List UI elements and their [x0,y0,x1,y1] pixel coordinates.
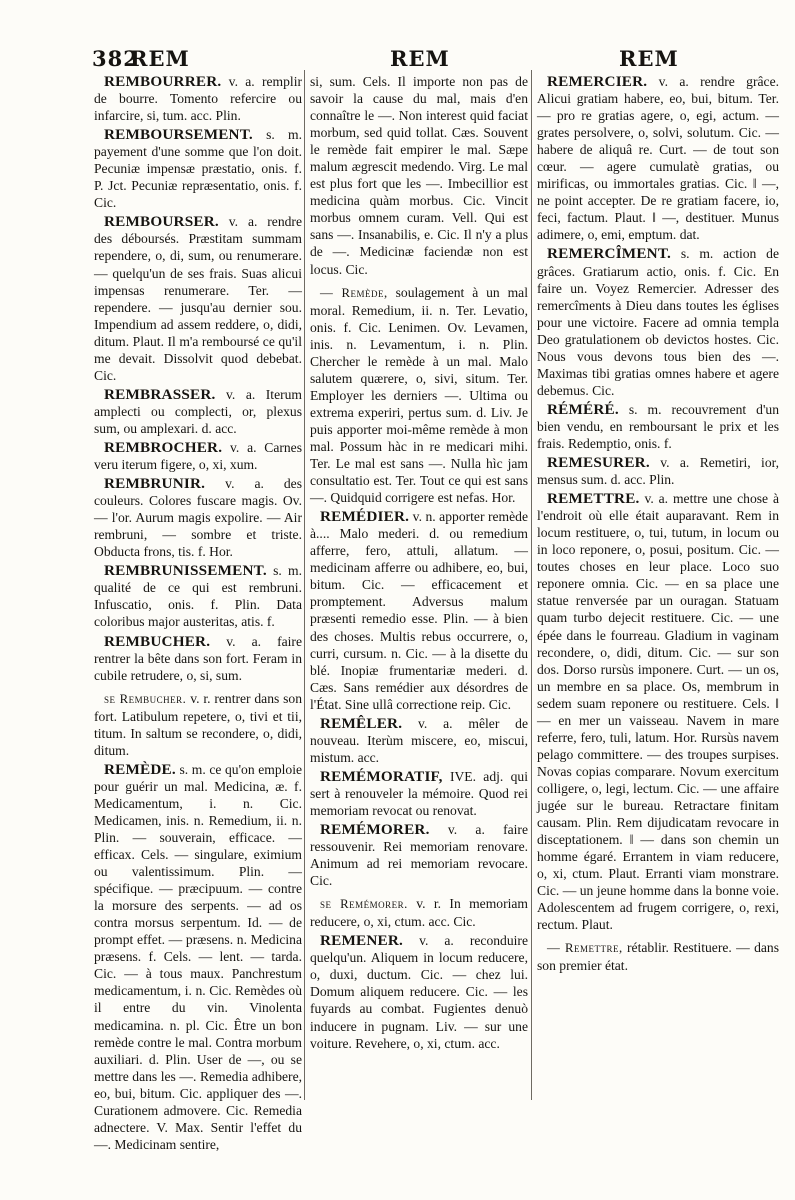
entry-body: v. a. rendre des déboursés. Præstitam summam rependere, o, di, sum, ou renumerare. — quelqu'un de ses frais. Suas alicui impensas renumerare. Ter. — rependere. — jusqu'au dernier sou. Impendium ad assem reddere, o, didi, ditum. Plaut. Il m'a remboursé ce qu'il me devait. Dissolvit quod debebat. Cic. [94,214,302,383]
dictionary-entry [94,73,302,124]
entry-subheading: — Remède, [320,285,388,300]
entry-headword: RÉMÉRÉ. [547,400,619,418]
dictionary-entry [310,768,528,819]
entry-body: v. a. Carnes veru iterum figere, o, xi, xum. [94,439,302,473]
column-center [310,73,528,1052]
entry-headword: REMÊLER. [320,714,403,732]
column-right [537,73,779,974]
entry-body: v. a. mettre une chose à l'endroit où elle était auparavant. Rem in locum restituere, o, tui, tutum, in locum ou in loco reponere, o, posui, positum. Cic. — toutes choses en leur place. Loco suo reponere omnia. Cic. — en sa place une statue renversée par un ouragan. Statuam quam turbo dejecit restituere. Cic. — une épée dans le fourreau. Gladium in vaginam recondere, o, didi, ditum. Cic. — sur son dos. Dorso rursùs imponere. Curt. — un os, un membre en sa place. Os, membrum in sedem suam reponere ou restituere. Cels. ‖ — en mer un vaisseau. Navem in mare referre, fero, tuli, latum. Hor. Rursùs navem pelago committere. — des troupes surpises. Novas copias comparare. Novum exercitum colligere, o, legi, lectum. Cic. — une affaire jugée sur le bureau. Retractare finitam causam. Plin. Rem dijudicatam revocare in disceptationem. ‖ — dans son chemin un homme égaré. Errantem in viam reducere, o, xi, ctum. Plaut. Erranti viam monstrare. Cic. — un jeune homme dans la bonne voie. Adolescentem ad frugem corrigere, o, rexi, rectum. Plaut. [537,491,779,933]
column-left [94,73,302,1153]
entry-body: v. n. apporter remède à.... Malo mederi. d. ou remedium afferre, fero, attuli, allatum. — medicinam afferre ou adhibere, eo, bui, bitum. Cic. — efficacement et promptement. Adversus malum præsenti remedio esse. Plin. — à bien des choses. Multis rebus occurrere, o, curri, cursum. n. Cic. — à la disette du blé. Inopiæ frumentariæ mederi. d. Cæs. Sans remédier aux désordres de l'État. Sine ullâ correctione reip. Cic. [310,509,528,712]
entry-headword: REMÉMORATIF, [320,767,443,785]
entry-headword: REMERCÎMENT. [547,245,672,263]
dictionary-entry [94,126,302,211]
entry-subheading: — Remettre, [547,941,623,956]
dictionary-entry [94,562,302,630]
dictionary-entry [94,761,302,1153]
running-header [92,46,795,76]
entry-headword: REMBRUNISSEMENT. [104,562,267,580]
entry-body: v. a. mêler de nouveau. Iterùm miscere, eo, miscui, mistum. acc. [310,715,528,765]
dictionary-entry [94,386,302,437]
entry-headword: REMBRUNIR. [104,475,206,493]
entry-body: v. a. rendre grâce. Alicui gratiam habere, eo, bui, bitum. Ter. — pro re gratias agere, o, egi, actum. — grates persolvere, o, solvi, solutum. Cic. — habere de aliquâ re. Curt. — de tout son cœur. — agere cumulatè gratias, ou mirificas, ou immortales gratias. Cic. ‖ —, ne point accepter. De re gratiam facere, io, feci, factum. Plaut. ‖ —, destituer. Munus adimere, o, emi, emptum. dat. [537,74,779,243]
entry-headword: REMÉDIER. [320,508,410,526]
entry-body: v. a. des couleurs. Colores fuscare magis. Ov. — l'or. Aurum magis expolire. — Air rembruni, — sombre et triste. Obducta frons, tis. f. Hor. [94,476,302,560]
entry-body: s. m. recouvrement d'un bien vendu, en remboursant le prix et les frais. Redemptio, onis. f. [537,401,779,451]
entry-subheading: se Remémorer. [320,897,408,912]
entry-headword: REMBRASSER. [104,385,216,403]
dictionary-entry [537,490,779,933]
dictionary-entry [537,245,779,398]
column-rule [531,70,532,1100]
dictionary-entry [94,633,302,684]
dictionary-entry [310,73,528,278]
entry-body: v. a. Remetiri, ior, mensus sum. d. acc. Plin. [537,455,779,488]
entry-body: v. a. faire rentrer la bête dans son fort. Feram in cubile retrudere, o, si, sum. [94,633,302,683]
column-rule [304,70,305,1100]
entry-body: s. m. action de grâces. Gratiarum actio, onis. f. Cic. En faire un. Voyez Remercier. Adresser des remercîments à Dieu dans toutes les églises pour une victoire. Facere ad omnia templa Deo gratulationem ob devictos hostes. Cic. Nous vous devons tous bien des —. Maximas tibi gratias omnes habere et agere debemus. Cic. [537,246,779,398]
dictionary-entry [94,213,302,383]
entry-body: si, sum. Cels. Il importe non pas de savoir la cause du mal, mais d'en connaître le —. Non interest quid faciat morbum, sed quid tollat. Cæs. Souvent le remède fait empirer le mal. Sæpe malum ægrescit medendo. Virg. Le mal est plus fort que les —. Imbecillior est medicina quàm morbus. Cic. Vincit morbus omnem curam. Vell. Qui est sans —. Insanabilis, e. Cic. Il n'y a plus de —. Medicinæ faciendæ non est locus. Cic. [310,74,528,277]
entry-body: s. m. payement d'une somme que l'on doit. Pecuniæ impensæ præstatio, onis. f. P. Jct. Pecuniæ repræsentatio, onis. f. Cic. [94,127,302,211]
dictionary-entry [94,439,302,473]
header-center-word: REM [390,46,450,71]
entry-body: soulagement à un mal moral. Remedium, ii. n. Ter. Levatio, onis. f. Cic. Lenimen. Ov. Levamen, inis. n. Levamentum, i. n. Plin. Chercher le remède à un mal. Malo salutem quærere, o, sivi, situm. Ter. Employer les derniers —. Ultima ou extrema experiri, pertus sum. d. Liv. Je puis apporter moi-même remède à mon mal. Possum hàc in re medicari mihi. Ter. Le mal est sans —. Nulla hìc jam consultatio est. Ter. Tout ce qui est sans —. Quidquid corrigere est nefas. Hor. [310,284,528,506]
dictionary-entry [537,401,779,452]
dictionary-entry [537,73,779,243]
dictionary-entry [537,454,779,488]
page-number: 382 [92,46,139,71]
entry-headword: REMENER. [320,932,404,950]
entry-body: IVE. adj. qui sert à renouveler la mémoire. Quod rei memoriam revocat ou renovat. [310,768,528,818]
entry-headword: REMERCIER. [547,73,648,90]
entry-body: rétablir. Restituere. — dans son premier état. [537,940,779,974]
dictionary-entry [310,715,528,766]
entry-body: v. a. faire ressouvenir. Rei memoriam renovare. Animum ad rei memoriam revocare. Cic. [310,822,528,889]
dictionary-entry [310,932,528,1051]
entry-body: s. m. qualité de ce qui est rembruni. Infuscatio, onis. f. Plin. Data coloribus major austeritas, atis. f. [94,563,302,630]
entry-headword: REMESURER. [547,454,650,472]
dictionary-entry [310,284,528,507]
dictionary-entry [94,475,302,560]
entry-headword: REMBOURRER. [104,73,222,90]
entry-headword: REMBROCHER. [104,438,223,456]
header-right-word: REM [619,46,679,71]
entry-headword: REMBOURSEMENT. [104,126,253,144]
dictionary-entry [94,690,302,759]
entry-headword: REMÉMORER. [320,821,430,839]
dictionary-entry [310,508,528,713]
entry-subheading: se Rembucher. [104,691,187,706]
entry-body: s. m. ce qu'on emploie pour guérir un mal. Medicina, æ. f. Medicamentum, i. n. Cic. Medicamen, inis. n. Remedium, ii. n. Plin. — souverain, efficace. — efficax. Cels. — singulare, eximium ou valentissimum. Plin. — spécifique. — præcipuum. — contre la morsure des serpents. — ad os contra morsus serpentum. Id. — de prompt effet. — præsens. n. Medicina præsens. f. Cels. — lent. — tarda. Cic. — à tous maux. Panchrestum medicamentum, i. n. Cic. Remèdes où il entre du vin. Vinolenta medicamina. n. pl. Cic. Être un bon remède contre le mal. Contra morbum auxiliari. d. Plin. User de —, ou se mettre dans les —. Remedia adhibere, eo, bui, bitum. Cic. appliquer des —. Curationem admovere. Cic. Remedia adnectere. V. Max. Sentir l'effet du —. Medicinam sentire, [94,761,303,1152]
entry-headword: REMBOURSER. [104,213,219,231]
header-left-word: REM [130,46,190,71]
dictionary-entry [310,821,528,889]
entry-body: v. a. reconduire quelqu'un. Aliquem in locum reducere, o, duxi, ductum. Cic. — chez lui. Domum aliquem reducere. Cic. — les fuyards au combat. Fugientes denuò inducere in pugnam. Liv. — sur une voiture. Revehere, o, xi, ctum. acc. [310,933,528,1051]
entry-headword: REMETTRE. [547,490,640,508]
dictionary-entry [310,895,528,930]
entry-headword: REMÈDE. [104,760,176,778]
dictionary-entry [537,939,779,974]
entry-headword: REMBUCHER. [104,632,211,650]
entry-body: v. r. rentrer dans son fort. Latibulum repetere, o, tivi et tii, titum. In saltum se recondere, o, didi, ditum. [94,690,302,758]
entry-body: v. a. Iterum amplecti ou complecti, or, plexus sum, ou amplexari. d. acc. [94,386,302,436]
entry-body: v. r. In memoriam reducere, o, xi, ctum. acc. Cic. [310,896,528,930]
entry-body: v. a. remplir de bourre. Tomento refercire ou infarcire, si, tum. acc. Plin. [94,74,302,124]
